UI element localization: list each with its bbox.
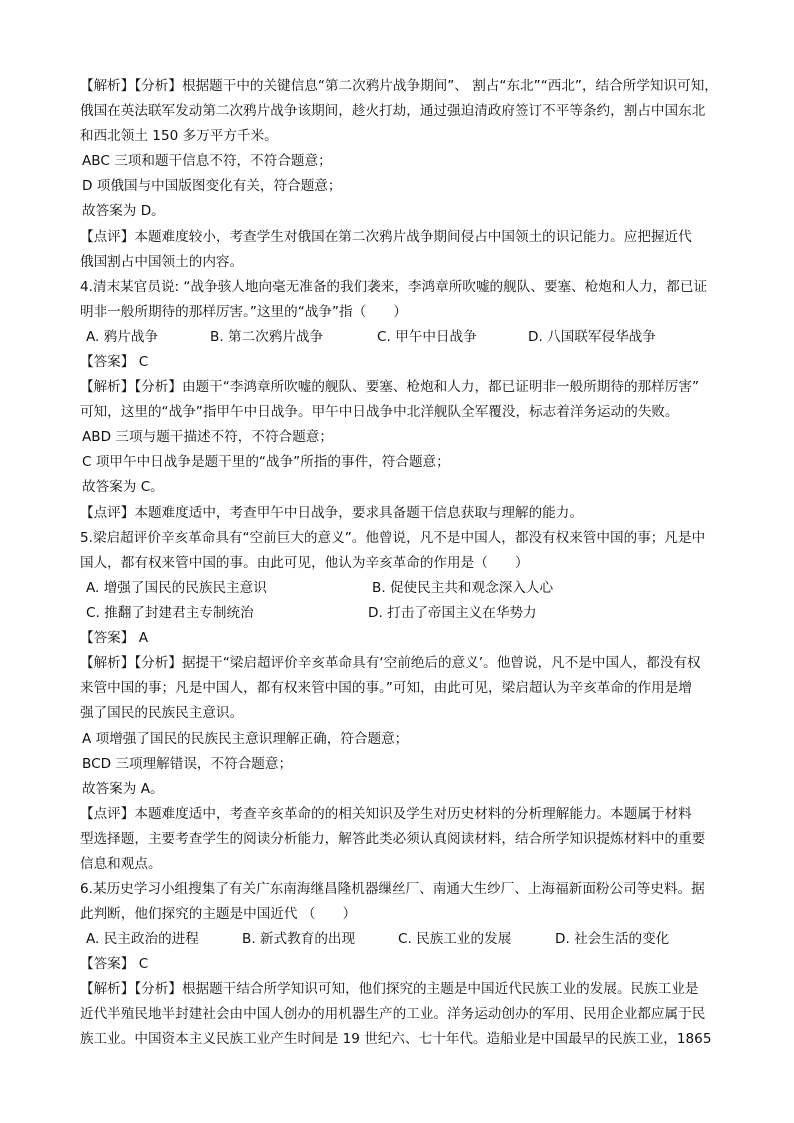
- q4-stem-line2: 明非一般所期待的那样厉害。”这里的“战争”指（ ）: [80, 304, 407, 320]
- q6-analysis-line1: 【解析】【分析】根据题干结合所学知识可知，他们探究的主题是中国近代民族工业的发展。民族工业是: [80, 981, 699, 997]
- q4-stem-line1: 4.清末某官员说: “战争骇人地向毫无准备的我们袭来，李鸿章所吹嘘的舰队、要塞、枪炮和人力，都已证: [80, 279, 708, 295]
- q6-option-b: B. 新式教育的出现: [242, 931, 356, 947]
- q3-comment-line2: 俄国割占中国领土的内容。: [80, 254, 244, 270]
- q4-comment: 【点评】本题难度适中，考查甲午中日战争，要求具备题干信息获取与理解的能力。: [80, 505, 583, 521]
- q5-option-c: C. 推翻了封建君主专制统治: [86, 605, 254, 621]
- q3-d-note: D 项俄国与中国版图变化有关，符合题意；: [82, 178, 342, 194]
- q6-option-a: A. 民主政治的进程: [86, 931, 199, 947]
- q5-stem-line1: 5.梁启超评价辛亥革命具有“空前巨大的意义”。他曾说，凡不是中国人，都没有权来管中国的事；凡是中: [80, 530, 706, 546]
- q5-comment-line3: 信息和观点。: [80, 856, 162, 872]
- q4-conclusion: 故答案为 C。: [82, 479, 164, 495]
- q4-analysis-line1: 【解析】【分析】由题干“李鸿章所吹嘘的舰队、要塞、枪炮和人力，都已证明非一般所期待的那样厉害”: [80, 379, 700, 395]
- q3-analysis-line2: 俄国在英法联军发动第二次鸦片战争该期间，趁火打劫，通过强迫清政府签订不平等条约，割占中国东北: [80, 103, 706, 119]
- q5-comment-line1: 【点评】本题难度适中，考查辛亥革命的的相关知识及学生对历史材料的分析理解能力。本题属于材料: [80, 806, 692, 822]
- q5-analysis-line2: 来管中国的事；凡是中国人，都有权来管中国的事。”可知，由此可见，梁启超认为辛亥革命的作用是增: [80, 680, 692, 696]
- q5-answer: 【答案】 A: [80, 630, 148, 646]
- q4-abd-note: ABD 三项与题干描述不符，不符合题意；: [82, 429, 333, 445]
- q3-analysis-line1: 【解析】【分析】根据题干中的关键信息“第二次鸦片战争期间”、 割占“东北”“西北”，结合所学知识可知，: [80, 78, 718, 94]
- q6-option-d: D. 社会生活的变化: [555, 931, 670, 947]
- q6-option-c: C. 民族工业的发展: [398, 931, 512, 947]
- q3-analysis-line3: 和西北领土 150 多万平方千米。: [80, 128, 278, 144]
- q5-option-b: B. 促使民主共和观念深入人心: [372, 580, 554, 596]
- q5-stem-line2: 国人，都有权来管中国的事。由此可见，他认为辛亥革命的作用是（ ）: [80, 555, 529, 571]
- q4-option-d: D. 八国联军侵华战争: [528, 329, 656, 345]
- q6-stem-line2: 此判断，他们探究的主题是中国近代 （ ）: [80, 906, 357, 922]
- q5-a-note: A 项增强了国民的民族民主意识理解正确，符合题意；: [82, 731, 409, 747]
- q4-analysis-line2: 可知，这里的“战争”指甲午中日战争。甲午中日战争中北洋舰队全军覆没，标志着洋务运动的失败。: [80, 404, 679, 420]
- q4-option-c: C. 甲午中日战争: [377, 329, 477, 345]
- q4-option-b: B. 第二次鸦片战争: [210, 329, 324, 345]
- q6-analysis-line3: 族工业。中国资本主义民族工业产生时间是 19 世纪六、七十年代。造船业是中国最早的民族工业，1865: [80, 1031, 712, 1047]
- q5-analysis-line3: 强了国民的民族民主意识。: [80, 705, 244, 721]
- q5-comment-line2: 型选择题，主要考查学生的阅读分析能力，解答此类必须认真阅读材料，结合所学知识提炼材料中的重要: [80, 831, 706, 847]
- q5-option-d: D. 打击了帝国主义在华势力: [368, 605, 537, 621]
- q6-answer: 【答案】 C: [80, 956, 149, 972]
- q5-bcd-note: BCD 三项理解错误，不符合题意；: [82, 756, 293, 772]
- q6-stem-line1: 6.某历史学习小组搜集了有关广东南海继昌隆机器缫丝厂、南通大生纱厂、上海福新面粉公司等史料。据: [80, 881, 705, 897]
- q5-option-a: A. 增强了国民的民族民主意识: [86, 580, 267, 596]
- q6-analysis-line2: 近代半殖民地半封建社会由中国人创办的用机器生产的工业。洋务运动创办的军用、民用企业都应属于民: [80, 1006, 706, 1022]
- q4-c-note: C 项甲午中日战争是题干里的“战争”所指的事件，符合题意；: [82, 454, 450, 470]
- q3-abc-note: ABC 三项和题干信息不符，不符合题意；: [82, 153, 332, 169]
- q3-comment-line1: 【点评】本题难度较小，考查学生对俄国在第二次鸦片战争期间侵占中国领土的识记能力。应把握近代: [80, 229, 692, 245]
- q5-conclusion: 故答案为 A。: [82, 781, 164, 797]
- q4-option-a: A. 鸦片战争: [86, 329, 159, 345]
- q4-answer: 【答案】 C: [80, 354, 149, 370]
- q3-answer-note: 故答案为 D。: [82, 203, 165, 219]
- q5-analysis-line1: 【解析】【分析】据提干“梁启超评价辛亥革命具有‘空前绝后的意义’。他曾说，凡不是中国人，都没有权: [80, 655, 701, 671]
